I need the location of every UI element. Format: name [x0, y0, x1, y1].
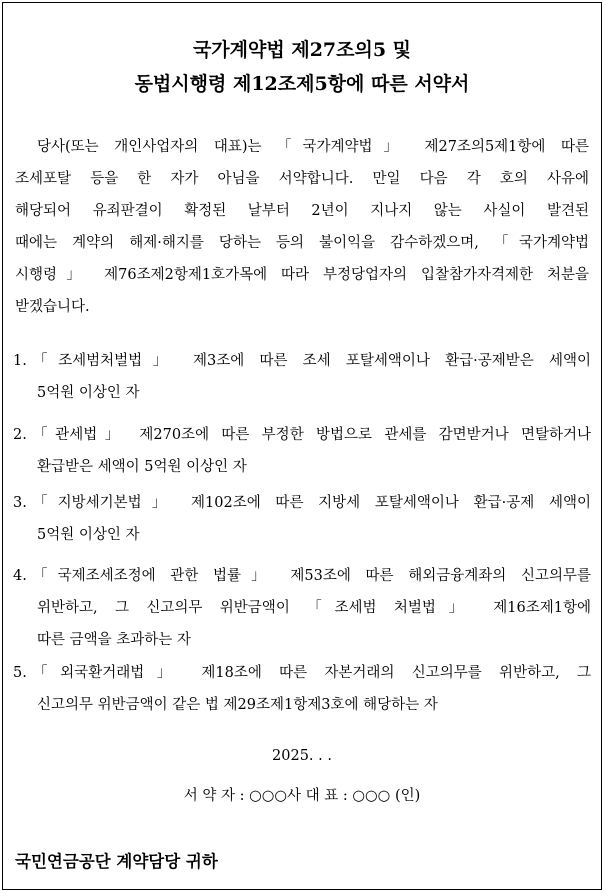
body-line: 때에는 계약의 해제·해지를 당하는 등의 불이익을 감수하겠으며, 「국가계약법: [15, 235, 589, 251]
document-title-line2: 동법시행령 제12조제5항에 따른 서약서: [134, 73, 470, 95]
list-item-line: 「관세법」 제270조에 따른 부정한 방법으로 관세를 감면받거나 면탈하거나: [33, 427, 591, 443]
list-item-line: 신고의무 위반금액이 같은 법 제29조제1항제3호에 해당하는 자: [37, 697, 438, 713]
list-item-3: [13, 487, 591, 551]
list-item-line: 5억원 이상인 자: [37, 527, 140, 543]
pledge-body-paragraph: [15, 131, 589, 323]
list-item-line: 「지방세기본법」 제102조에 따른 지방세 포탈세액이나 환급·공제 세액이: [33, 495, 591, 511]
list-item-line: 5억원 이상인 자: [37, 385, 140, 401]
list-item-1: [13, 345, 591, 409]
list-item-line: 환급받은 세액이 5억원 이상인 자: [37, 459, 247, 475]
list-item-line: 위반하고, 그 신고의무 위반금액이 「조세범 처벌법」 제16조제1항에: [37, 600, 591, 616]
pledge-document: [2, 2, 602, 890]
list-item-2: [13, 419, 591, 483]
list-item-line: 「국제조세조정에 관한 법률」 제53조에 따른 해외금융계좌의 신고의무를: [33, 568, 591, 584]
body-line: 시행령」 제76조제2항제1호가목에 따라 부정당업자의 입찰참가자격제한 처분을: [15, 267, 589, 283]
list-item-number: 5.: [13, 665, 27, 681]
body-line: 조세포탈 등을 한 자가 아님을 서약합니다. 만일 다음 각 호의 사유에: [15, 171, 589, 187]
list-item-number: 3.: [13, 495, 27, 511]
list-item-5: [13, 657, 591, 721]
list-item-line: 따른 금액을 초과하는 자: [37, 632, 191, 648]
body-line: 받겠습니다.: [15, 299, 90, 315]
recipient: 국민연금공단 계약담당 귀하: [15, 852, 218, 871]
body-line: 당사(또는 개인사업자의 대표)는 「국가계약법」 제27조의5제1항에 따른: [37, 139, 589, 155]
list-item-number: 2.: [13, 427, 27, 443]
document-title-line1: 국가계약법 제27조의5 및: [192, 39, 412, 61]
list-item-number: 4.: [13, 568, 27, 584]
pledge-date: 2025. . .: [272, 748, 332, 764]
list-item-number: 1.: [13, 353, 27, 369]
list-item-4: [13, 560, 591, 656]
signatory-line: 서 약 자 : ○○○사 대 표 : ○○○ (인): [183, 788, 421, 804]
list-item-line: 「외국환거래법」 제18조에 따른 자본거래의 신고의무를 위반하고, 그: [33, 665, 591, 681]
body-line: 해당되어 유죄판결이 확정된 날부터 2년이 지나지 않는 사실이 발견된: [15, 203, 589, 219]
list-item-line: 「조세범처벌법」 제3조에 따른 조세 포탈세액이나 환급·공제받은 세액이: [33, 353, 591, 369]
